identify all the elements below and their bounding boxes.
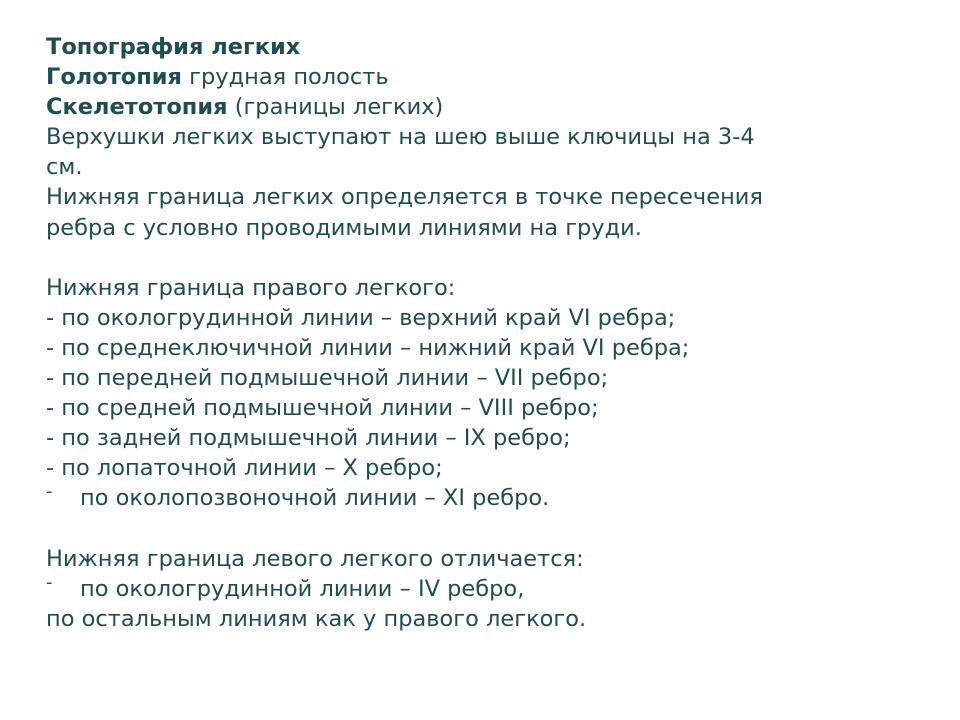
holotopy-term: Голотопия — [46, 64, 182, 91]
left-lung-item-text: по окологрудинной линии – IV ребро, — [80, 575, 525, 602]
left-lung-item — [46, 571, 926, 604]
skeletotopy-term: Скелетотопия — [46, 94, 228, 121]
right-lung-item: - по передней подмышечной линии – VII ребро; — [46, 365, 609, 392]
holotopy-line — [46, 62, 926, 92]
right-lung-last-item — [46, 483, 926, 513]
skeletotopy-line — [46, 92, 926, 122]
holotopy-value: грудная полость — [182, 64, 389, 91]
skeletotopy-value: (границы легких) — [227, 94, 444, 121]
left-lung-heading: Нижняя граница левого легкого отличается: — [46, 545, 584, 572]
bullet-mark: - — [46, 481, 53, 503]
right-lung-item: - по окологрудинной линии – верхний край VI ребра; — [46, 304, 676, 331]
apex-text-line-1: Верхушки легких выступают на шею выше ключицы на 3-4 — [46, 124, 755, 151]
lower-border-text-line-2: ребра с условно проводимыми линиями на груди. — [46, 214, 642, 241]
paragraph-spacer — [46, 243, 926, 273]
right-lung-item: - по задней подмышечной линии – IX ребро; — [46, 425, 571, 452]
lower-border-text-line-1: Нижняя граница легких определяется в точке пересечения — [46, 184, 763, 211]
slide-title: Топография легких — [46, 34, 301, 60]
right-lung-heading: Нижняя граница правого легкого: — [46, 274, 456, 301]
slide-content — [46, 32, 926, 634]
left-lung-closing: по остальным линиям как у правого легкого. — [46, 605, 587, 632]
right-lung-item: - по среднеключичной линии – нижний край VI ребра; — [46, 334, 690, 361]
right-lung-item: - по лопаточной линии – X ребро; — [46, 455, 443, 482]
bullet-mark: - — [46, 571, 53, 593]
paragraph-spacer — [46, 514, 926, 544]
right-lung-last-item-text: по околопозвоночной линии – XI ребро. — [80, 485, 550, 512]
right-lung-item: - по средней подмышечной линии – VIII ребро; — [46, 395, 599, 422]
apex-text-line-2: см. — [46, 154, 83, 181]
